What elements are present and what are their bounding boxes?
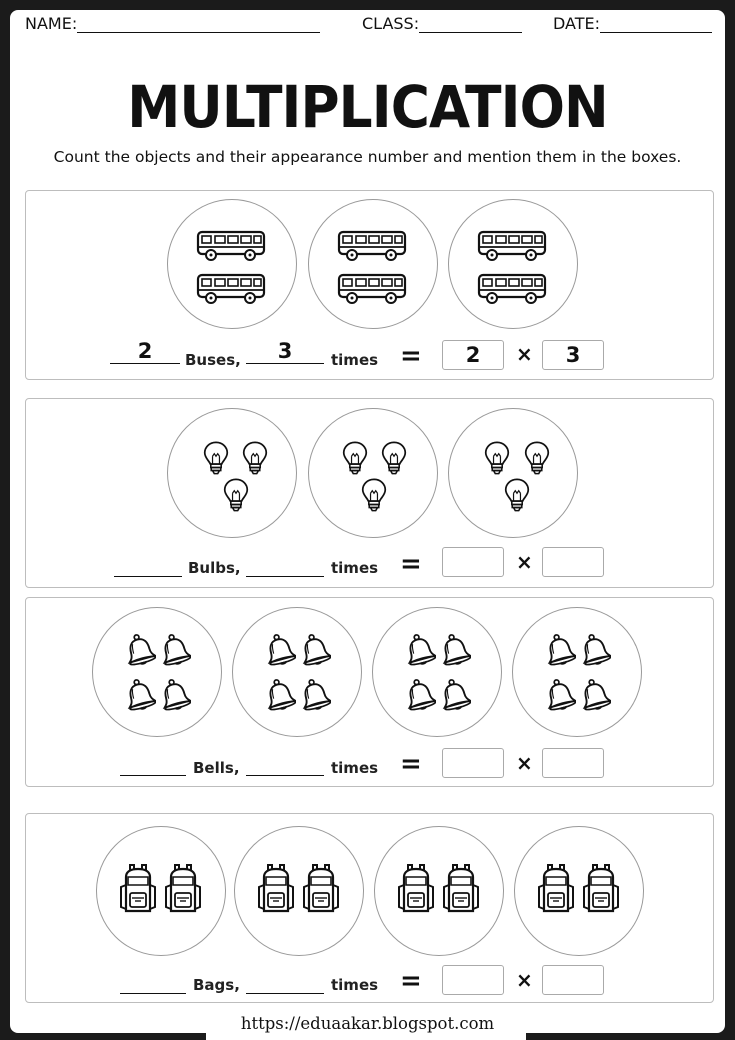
bell-icon bbox=[124, 678, 156, 712]
backpack-icon bbox=[441, 863, 481, 915]
bulb-icon bbox=[504, 476, 530, 514]
equals-sign: = bbox=[400, 549, 422, 579]
backpack-icon bbox=[536, 863, 576, 915]
object-label: Bells, bbox=[193, 759, 240, 777]
group-circle bbox=[372, 607, 502, 737]
multiply-sign: × bbox=[516, 550, 533, 574]
equals-sign: = bbox=[400, 341, 422, 371]
group-circle bbox=[308, 199, 438, 329]
bell-icon bbox=[159, 633, 191, 667]
object-label: Bulbs, bbox=[188, 559, 241, 577]
multiply-sign: × bbox=[516, 342, 533, 366]
backpack-icon bbox=[118, 863, 158, 915]
answer-box-1[interactable] bbox=[442, 748, 504, 778]
bulb-icon bbox=[342, 439, 368, 477]
group-circle bbox=[232, 607, 362, 737]
backpack-icon bbox=[163, 863, 203, 915]
multiply-sign: × bbox=[516, 968, 533, 992]
object-label: Buses, bbox=[185, 351, 241, 369]
group-circle bbox=[308, 408, 438, 538]
section-bells bbox=[25, 597, 714, 787]
name-label: NAME: bbox=[25, 14, 78, 33]
name-field-group bbox=[25, 14, 320, 33]
footer-url[interactable]: https://eduaakar.blogspot.com bbox=[240, 1014, 495, 1033]
group-circle bbox=[374, 826, 504, 956]
bell-icon bbox=[299, 633, 331, 667]
bus-icon bbox=[336, 229, 408, 263]
backpack-icon bbox=[256, 863, 296, 915]
backpack-icon bbox=[301, 863, 341, 915]
object-label: Bags, bbox=[193, 976, 240, 994]
section-bulbs bbox=[25, 398, 714, 588]
bulb-icon bbox=[484, 439, 510, 477]
bell-icon bbox=[544, 678, 576, 712]
bell-icon bbox=[299, 678, 331, 712]
bulb-icon bbox=[381, 439, 407, 477]
bell-icon bbox=[124, 633, 156, 667]
bulb-icon bbox=[203, 439, 229, 477]
count-answer-line[interactable]: 2 bbox=[110, 341, 180, 364]
answer-box-2[interactable] bbox=[542, 748, 604, 778]
count-answer-line[interactable] bbox=[120, 971, 186, 994]
date-field-group bbox=[553, 14, 712, 33]
equals-sign: = bbox=[400, 749, 422, 779]
bell-icon bbox=[404, 678, 436, 712]
groups-answer-line[interactable] bbox=[246, 971, 324, 994]
bell-icon bbox=[439, 633, 471, 667]
group-circle bbox=[167, 199, 297, 329]
groups-answer-line[interactable]: 3 bbox=[246, 341, 324, 364]
bus-icon bbox=[476, 229, 548, 263]
name-line[interactable] bbox=[77, 15, 320, 33]
answer-box-1[interactable] bbox=[442, 965, 504, 995]
bell-icon bbox=[264, 633, 296, 667]
instruction-text: Count the objects and their appearance number and mention them in the boxes. bbox=[53, 148, 682, 166]
bus-icon bbox=[336, 272, 408, 306]
group-circle bbox=[514, 826, 644, 956]
answer-box-2[interactable] bbox=[542, 547, 604, 577]
section-bags bbox=[25, 813, 714, 1003]
group-circle bbox=[448, 199, 578, 329]
group-circle bbox=[167, 408, 297, 538]
times-label: times bbox=[331, 559, 379, 577]
group-circle bbox=[92, 607, 222, 737]
group-circle bbox=[512, 607, 642, 737]
bulb-icon bbox=[524, 439, 550, 477]
class-field-group bbox=[362, 14, 522, 33]
times-label: times bbox=[331, 351, 379, 369]
bus-icon bbox=[195, 272, 267, 306]
groups-answer-line[interactable] bbox=[246, 753, 324, 776]
bell-icon bbox=[579, 678, 611, 712]
bell-icon bbox=[439, 678, 471, 712]
bulb-icon bbox=[361, 476, 387, 514]
multiply-sign: × bbox=[516, 751, 533, 775]
bell-icon bbox=[404, 633, 436, 667]
date-line[interactable] bbox=[600, 15, 712, 33]
bell-icon bbox=[159, 678, 191, 712]
group-circle bbox=[234, 826, 364, 956]
date-label: DATE: bbox=[553, 14, 601, 33]
group-circle bbox=[448, 408, 578, 538]
backpack-icon bbox=[581, 863, 621, 915]
class-label: CLASS: bbox=[362, 14, 420, 33]
count-answer-line[interactable] bbox=[114, 554, 182, 577]
page-title: MULTIPLICATION bbox=[127, 73, 608, 141]
class-line[interactable] bbox=[419, 15, 522, 33]
bell-icon bbox=[544, 633, 576, 667]
equals-sign: = bbox=[400, 966, 422, 996]
answer-box-1[interactable] bbox=[442, 547, 504, 577]
answer-box-1[interactable]: 2 bbox=[442, 340, 504, 370]
bulb-icon bbox=[242, 439, 268, 477]
group-circle bbox=[96, 826, 226, 956]
groups-answer-line[interactable] bbox=[246, 554, 324, 577]
section-buses bbox=[25, 190, 714, 380]
count-answer-line[interactable] bbox=[120, 753, 186, 776]
backpack-icon bbox=[396, 863, 436, 915]
bus-icon bbox=[476, 272, 548, 306]
bulb-icon bbox=[223, 476, 249, 514]
times-label: times bbox=[331, 759, 379, 777]
bus-icon bbox=[195, 229, 267, 263]
times-label: times bbox=[331, 976, 379, 994]
answer-box-2[interactable]: 3 bbox=[542, 340, 604, 370]
bell-icon bbox=[264, 678, 296, 712]
answer-box-2[interactable] bbox=[542, 965, 604, 995]
bell-icon bbox=[579, 633, 611, 667]
